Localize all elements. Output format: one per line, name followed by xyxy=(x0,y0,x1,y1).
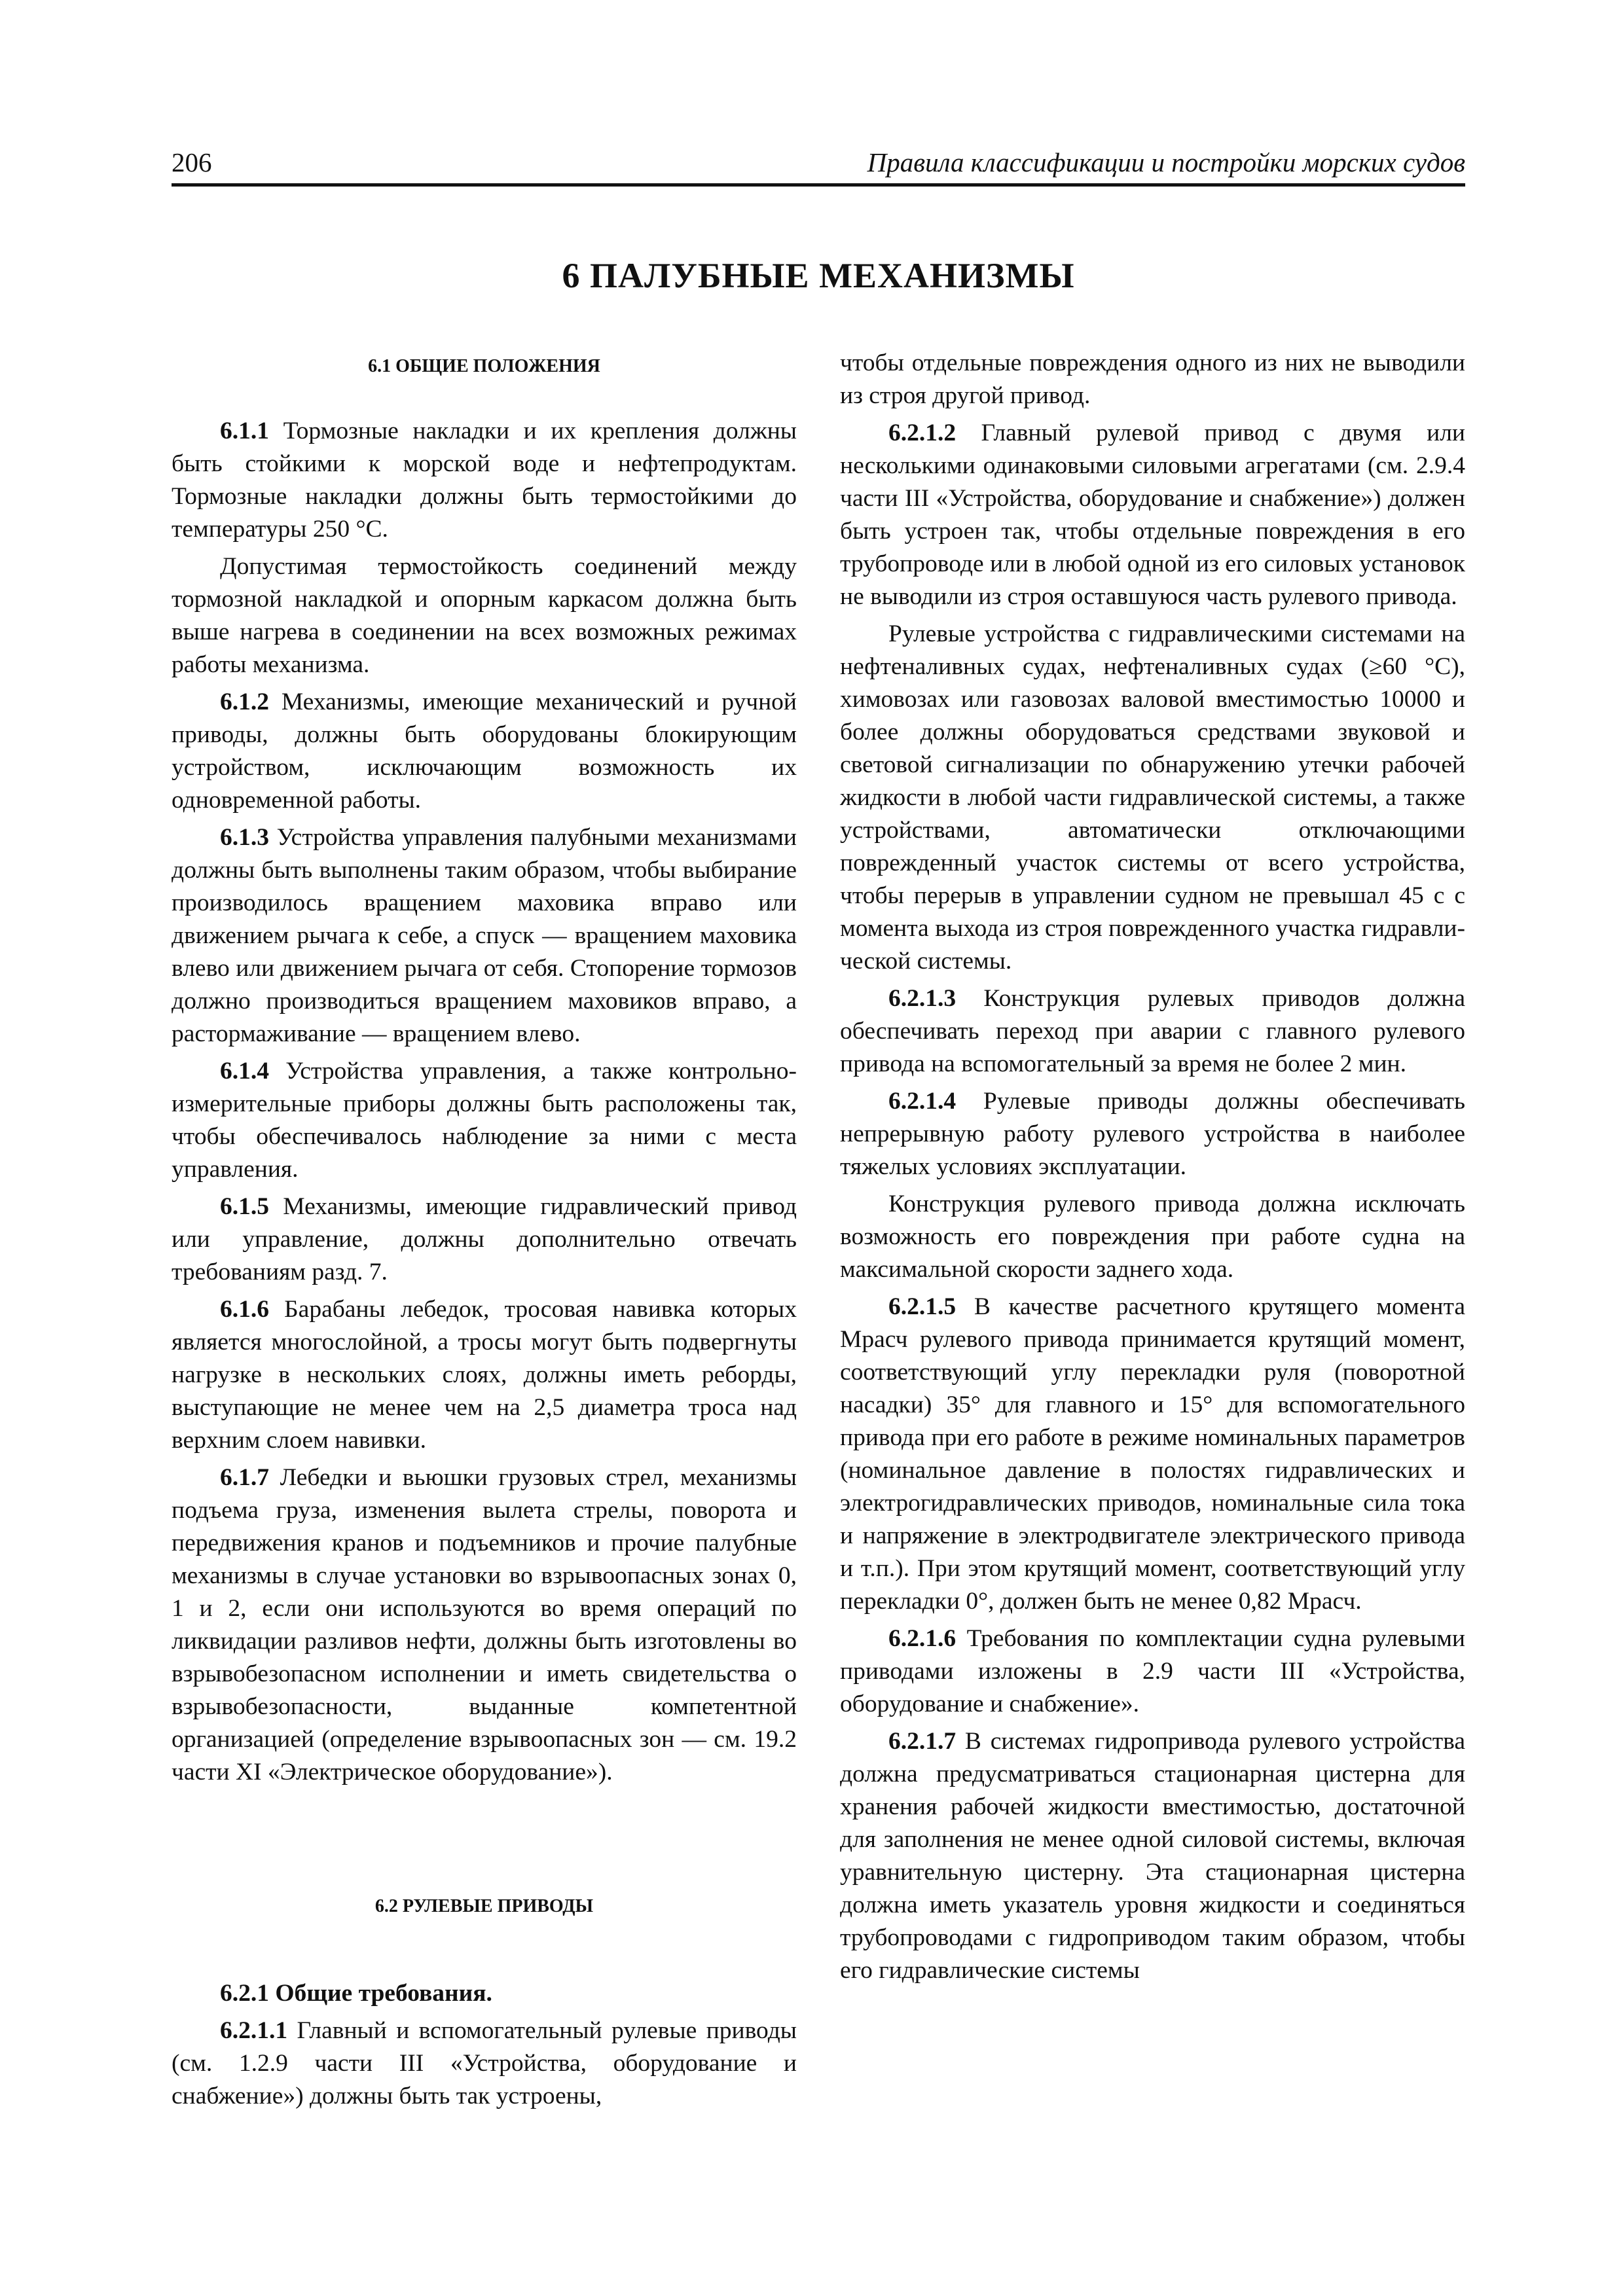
page-number: 206 xyxy=(172,147,212,177)
clause-text: Механизмы, имеющие гидравлический привод или управление, должны дополнительно отвечать требованиям разд. 7. xyxy=(172,1193,797,1285)
paragraph-6-2-1-1 xyxy=(172,2015,797,2113)
clause-text: Требования по комплектации судна рулевыми приводами изложены в 2.9 части III «Устройства, оборудование и снабжение». xyxy=(840,1625,1465,1717)
paragraph-6-2-1-3 xyxy=(840,982,1465,1081)
paragraph-6-2-1-4 xyxy=(840,1085,1465,1183)
paragraph-6-1-4 xyxy=(172,1055,797,1186)
clause-number: 6.1.2 xyxy=(220,689,269,715)
clause-number: 6.2.1.2 xyxy=(888,420,957,446)
paragraph-6-2-1-7 xyxy=(840,1725,1465,1987)
clause-number: 6.2.1.5 xyxy=(888,1293,957,1320)
clause-text: В качестве расчетного крутящего момента Mрасч рулевого привода принимается крутящий момент, соответствующий углу перекладки руля (поворотной насадки) 35° для главного и 15° для вспомогательного привода при его работе в режиме номинальных параметров (номинальное давление в полостях гидравлических и электрогидравлических приводов, номинальные сила тока и напряжение в электродвигателе электрического привода и т.п.). При этом крутящий момент, соответствующий углу перекладки 0°, должен быть не менее 0,82 Mрасч. xyxy=(840,1293,1465,1615)
paragraph-6-1-6 xyxy=(172,1293,797,1457)
clause-text: В системах гидропривода рулевого устройства должна предусматриваться стационарная цистерна для хранения рабочей жидкости вместимостью, достаточной для заполнения не менее одной силовой системы, включая уравнительную цистерну. Эта стационарная цистерна должна иметь указатель уровня жидкости и соединяться трубопроводами с гидроприводом таким образом, чтобы его гидравлические системы xyxy=(840,1728,1465,1984)
clause-number: 6.1.7 xyxy=(220,1464,269,1491)
clause-number: 6.1.4 xyxy=(220,1058,269,1085)
right-column xyxy=(840,347,1465,1992)
section-heading-6-2: 6.2 РУЛЕВЫЕ ПРИВОДЫ xyxy=(374,1896,594,1916)
subsection-heading-6-2-1: 6.2.1 Общие требования. xyxy=(220,1980,492,2007)
chapter-title: 6 ПАЛУБНЫЕ МЕХАНИЗМЫ xyxy=(562,256,1075,295)
clause-number: 6.1.3 xyxy=(220,824,269,851)
clause-text: Рулевые приводы должны обеспечивать непрерывную работу рулевого устройства в наиболее тяжелых условиях эксплуатации. xyxy=(840,1088,1465,1180)
left-column xyxy=(172,347,797,2117)
section-heading-6-1: 6.1 ОБЩИЕ ПОЛОЖЕНИЯ xyxy=(368,356,600,376)
paragraph-6-2-1-5 xyxy=(840,1291,1465,1618)
clause-text: Тормозные накладки и их крепления должны быть стойкими к морской воде и нефтепродуктам. Тормозные накладки должны быть термостойкими до температуры 250 °C. xyxy=(172,418,797,543)
clause-number: 6.2.1.3 xyxy=(888,985,957,1012)
paragraph-6-2-1-2b: Рулевые устройства с гидравлическими системами на нефтеналивных судах, нефтеналивных судах (≥60 °C), химовозах или газовозах валовой вместимостью 10000 и более должны оборудоваться средствами звуковой и световой сигнализации по обнаружению утечки рабочей жидкости в любой части гидравлической системы, а также устройствами, автоматически отключающими поврежденный участок системы от всего устройства, чтобы перерыв в управлении судном не превышал 45 с с момента выхода из строя поврежденного участка гидравлической системы. xyxy=(840,620,1465,975)
clause-text: Устройства управления палубными механизмами должны быть выполнены таким образом, чтобы выбирание производилось вращением маховика вправо или движением рычага к себе, а спуск — вращением маховика влево или движением рычага от себя. Стопорение тормозов должно производиться вращением маховиков вправо, а растормаживание — вращением влево. xyxy=(172,824,797,1047)
paragraph-6-1-1b: Допустимая термостойкость соединений между тормозной накладкой и опорным каркасом должна быть выше нагрева в соединении на всех возможных режимах работы механизма. xyxy=(172,553,797,678)
clause-text: Лебедки и вьюшки грузовых стрел, механизмы подъема груза, изменения вылета стрелы, поворота и передвижения кранов и подъемников и прочие палубные механизмы в случае установки во взрывоопасных зонах 0, 1 и 2, если они используются во время операций по ликвидации разливов нефти, должны быть изготовлены во взрывобезопасном исполнении и иметь свидетельства о взрывобезопасности, выданные компетентной организацией (определение взрывоопасных зон — см. 19.2 части XI «Электрическое оборудование»). xyxy=(172,1464,797,1785)
clause-text: Механизмы, имеющие механический и ручной приводы, должны быть оборудованы блокирующим устройством, исключающим возможность их одновременной работы. xyxy=(172,689,797,814)
paragraph-6-1-5 xyxy=(172,1191,797,1289)
clause-number: 6.2.1.6 xyxy=(888,1625,957,1652)
clause-number: 6.1.1 xyxy=(220,418,269,444)
paragraph-6-1-3 xyxy=(172,821,797,1050)
paragraph-6-1-2 xyxy=(172,686,797,817)
clause-text: Устройства управления, а также контрольно-измерительные приборы должны быть расположены так, чтобы обеспечивалось наблюдение за ними с места управления. xyxy=(172,1058,797,1183)
clause-text: Главный рулевой привод с двумя или несколькими одинаковыми силовыми агрегатами (см. 2.9.4 части III «Устройства, оборудование и снабжение») должен быть устроен так, чтобы отдельные повреждения в его трубопроводе или в любой одной из его силовых установок не выводили из строя оставшуюся часть рулевого привода. xyxy=(840,420,1465,610)
paragraph-6-1-7 xyxy=(172,1462,797,1789)
running-title: Правила классификации и постройки морских судов xyxy=(867,147,1465,177)
page-header xyxy=(172,139,1465,187)
paragraph-6-2-1-4b: Конструкция рулевого привода должна исключать возможность его повреждения при работе судна на максимальной скорости заднего хода. xyxy=(840,1191,1465,1283)
clause-number: 6.2.1.4 xyxy=(888,1088,957,1115)
clause-number: 6.1.5 xyxy=(220,1193,269,1220)
paragraph-6-2-1-6 xyxy=(840,1623,1465,1721)
clause-number: 6.2.1.7 xyxy=(888,1728,957,1755)
clause-text: Главный и вспомогательный рулевые приводы (см. 1.2.9 части III «Устройства, оборудование и снабжение») должны быть так устроены, xyxy=(172,2017,797,2109)
paragraph-6-1-1 xyxy=(172,415,797,546)
paragraph-6-2-1-2 xyxy=(840,417,1465,613)
clause-number: 6.2.1.1 xyxy=(220,2017,288,2044)
clause-text: Барабаны лебедок, тросовая навивка которых является многослойной, а тросы могут быть подвергнуты нагрузке в нескольких слоях, должны иметь реборды, выступающие не менее чем на 2,5 диаметра троса над верхним слоем навивки. xyxy=(172,1296,797,1454)
clause-text: Конструкция рулевых приводов должна обеспечивать переход при аварии с главного рулевого привода на вспомогательный за время не более 2 мин. xyxy=(840,985,1465,1077)
paragraph-6-2-1-1-continued: чтобы отдельные повреждения одного из них не выводили из строя другой привод. xyxy=(840,350,1465,409)
clause-number: 6.1.6 xyxy=(220,1296,269,1323)
